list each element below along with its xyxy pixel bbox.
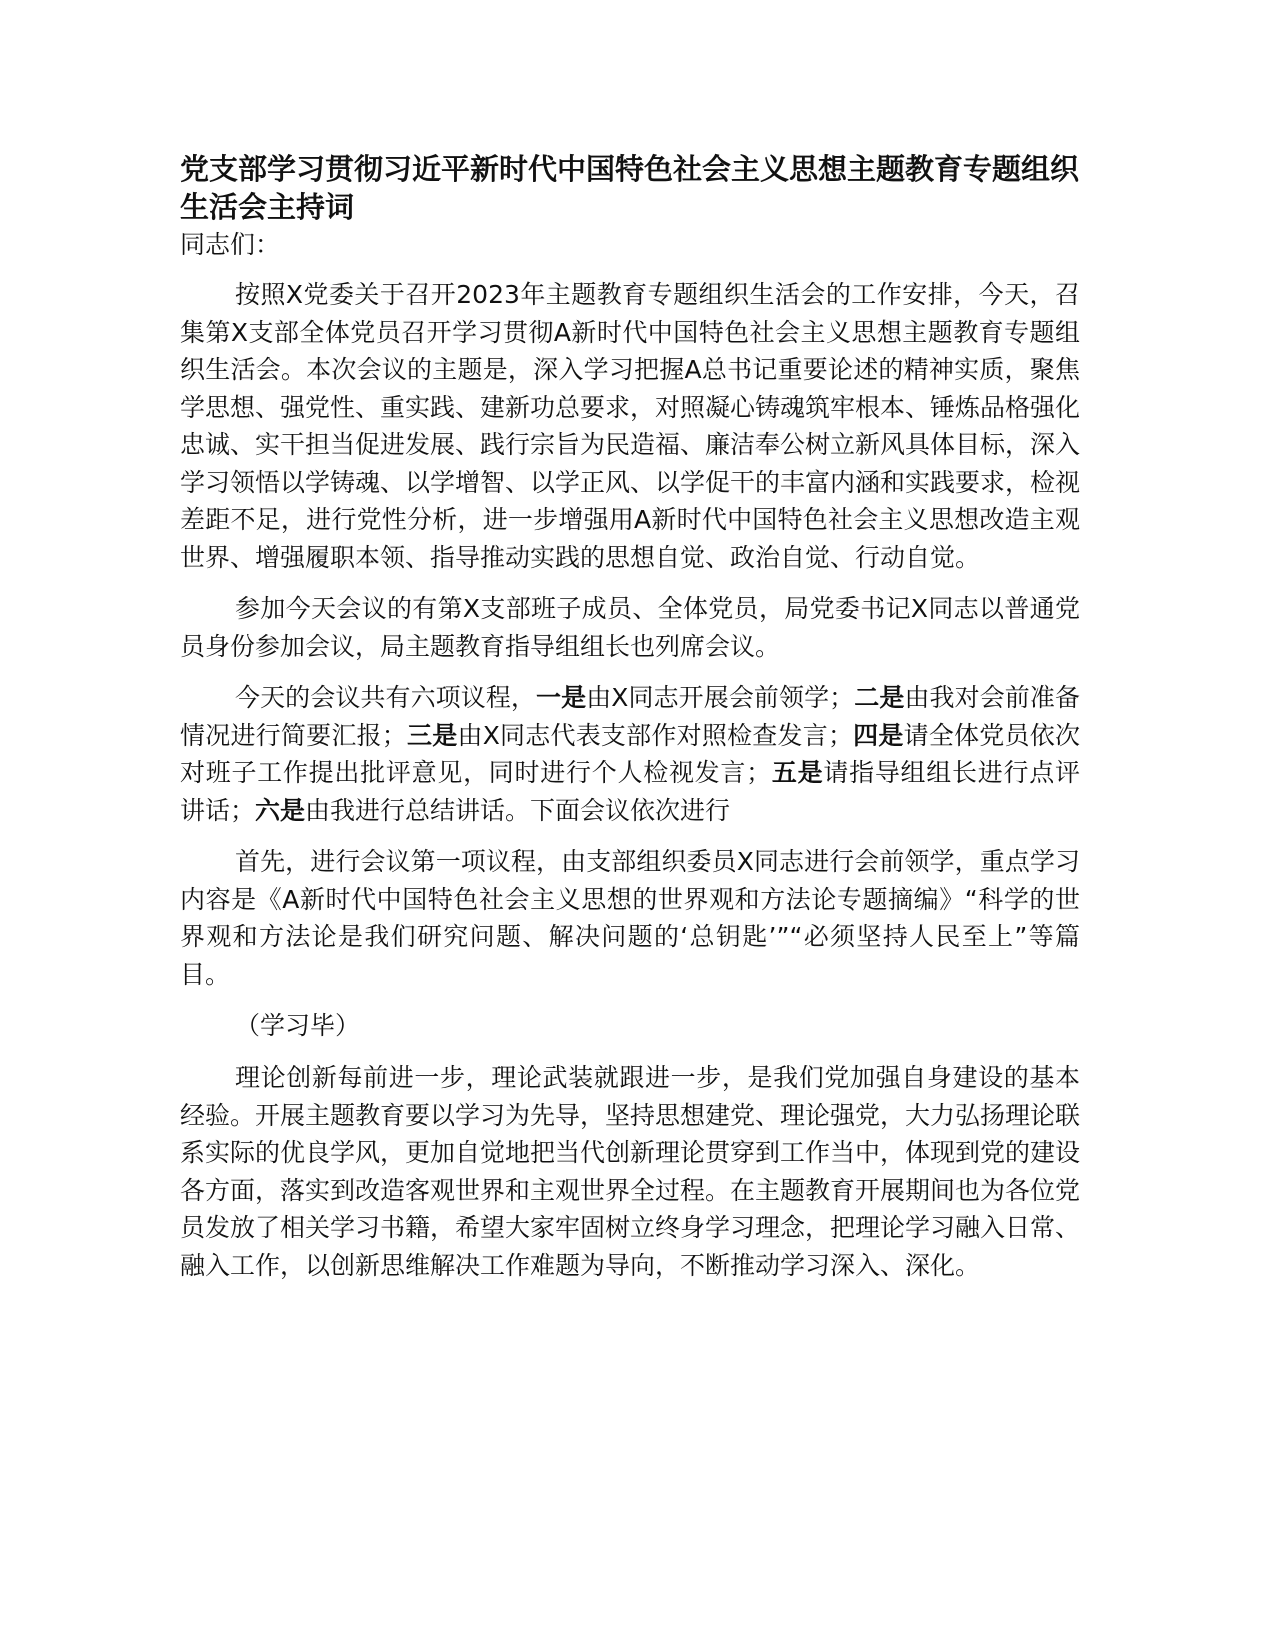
agenda-item-5-keyword: 五是 xyxy=(771,758,824,787)
agenda-item-1-keyword: 一是 xyxy=(536,683,587,712)
study-finished-note: （学习毕） xyxy=(235,1011,361,1040)
paragraph-theory-study: 理论创新每前进一步，理论武装就跟进一步，是我们党加强自身建设的基本经验。开展主题教育要以学习为先导，坚持思想建党、理论强党，大力弘扬理论联系实际的优良学风，更加自觉地把当代创新理论贯穿到工作当中，体现到党的建设各方面，落实到改造客观世界和主观世界全过程。在主题教育开展期间也为各位党员发放了相关学习书籍，希望大家牢固树立终身学习理念，把理论学习融入日常、融入工作，以创新思维解决工作难题为导向，不断推动学习深入、深化。 xyxy=(180,1063,1081,1280)
agenda-item-2-text: 由我对会前准备情况进行简要汇报； xyxy=(180,683,1080,750)
agenda-item-3-keyword: 三是 xyxy=(406,720,458,750)
paragraph-meeting-purpose: 按照X党委关于召开2023年主题教育专题组织生活会的工作安排，今天，召集第X支部全体党员召开学习贯彻A新时代中国特色社会主义思想主题教育专题组织生活会。本次会议的主题是，深入学习把握A总书记重要论述的精神实质，聚焦学思想、强党性、重实践、建新功总要求，对照凝心铸魂筑牢根本、锤炼品格强化忠诚、实干担当促进发展、践行宗旨为民造福、廉洁奉公树立新风具体目标，深入学习领悟以学铸魂、以学增智、以学正风、以学促干的丰富内涵和实践要求，检视差距不足，进行党性分析，进一步增强用A新时代中国特色社会主义思想改造主观世界、增强履职本领、指导推动实践的思想自觉、政治自觉、行动自觉。 xyxy=(180,280,1081,572)
salutation: 同志们： xyxy=(180,230,281,259)
paragraph-agenda xyxy=(180,679,1080,829)
agenda-intro: 今天的会议共有六项议程， xyxy=(235,683,537,712)
agenda-item-3-text: 由X同志代表支部作对照检查发言； xyxy=(457,720,853,750)
agenda-item-4-text: 请全体党员依次对班子工作提出批评意见，同时进行个人检视发言； xyxy=(180,720,1080,787)
agenda-item-4-keyword: 四是 xyxy=(852,720,904,750)
paragraph-attendees: 参加今天会议的有第X支部班子成员、全体党员，局党委书记X同志以普通党员身份参加会议，局主题教育指导组组长也列席会议。 xyxy=(180,594,1080,661)
agenda-item-6-keyword: 六是 xyxy=(255,795,306,825)
agenda-item-1-text: 由X同志开展会前领学； xyxy=(586,683,855,712)
document-page xyxy=(180,150,1080,1298)
agenda-item-2-keyword: 二是 xyxy=(854,683,905,712)
agenda-item-6-text: 由我进行总结讲话。下面会议依次进行 xyxy=(305,795,731,825)
paragraph-first-agenda-study: 首先，进行会议第一项议程，由支部组织委员X同志进行会前领学，重点学习内容是《A新时代中国特色社会主义思想的世界观和方法论专题摘编》“科学的世界观和方法论是我们研究问题、解决问题的‘总钥匙’”“必须坚持人民至上”等篇目。 xyxy=(180,847,1080,989)
document-title: 党支部学习贯彻习近平新时代中国特色社会主义思想主题教育专题组织生活会主持词 xyxy=(180,152,1080,224)
agenda-item-5-text: 请指导组组长进行点评讲话； xyxy=(180,758,1080,825)
